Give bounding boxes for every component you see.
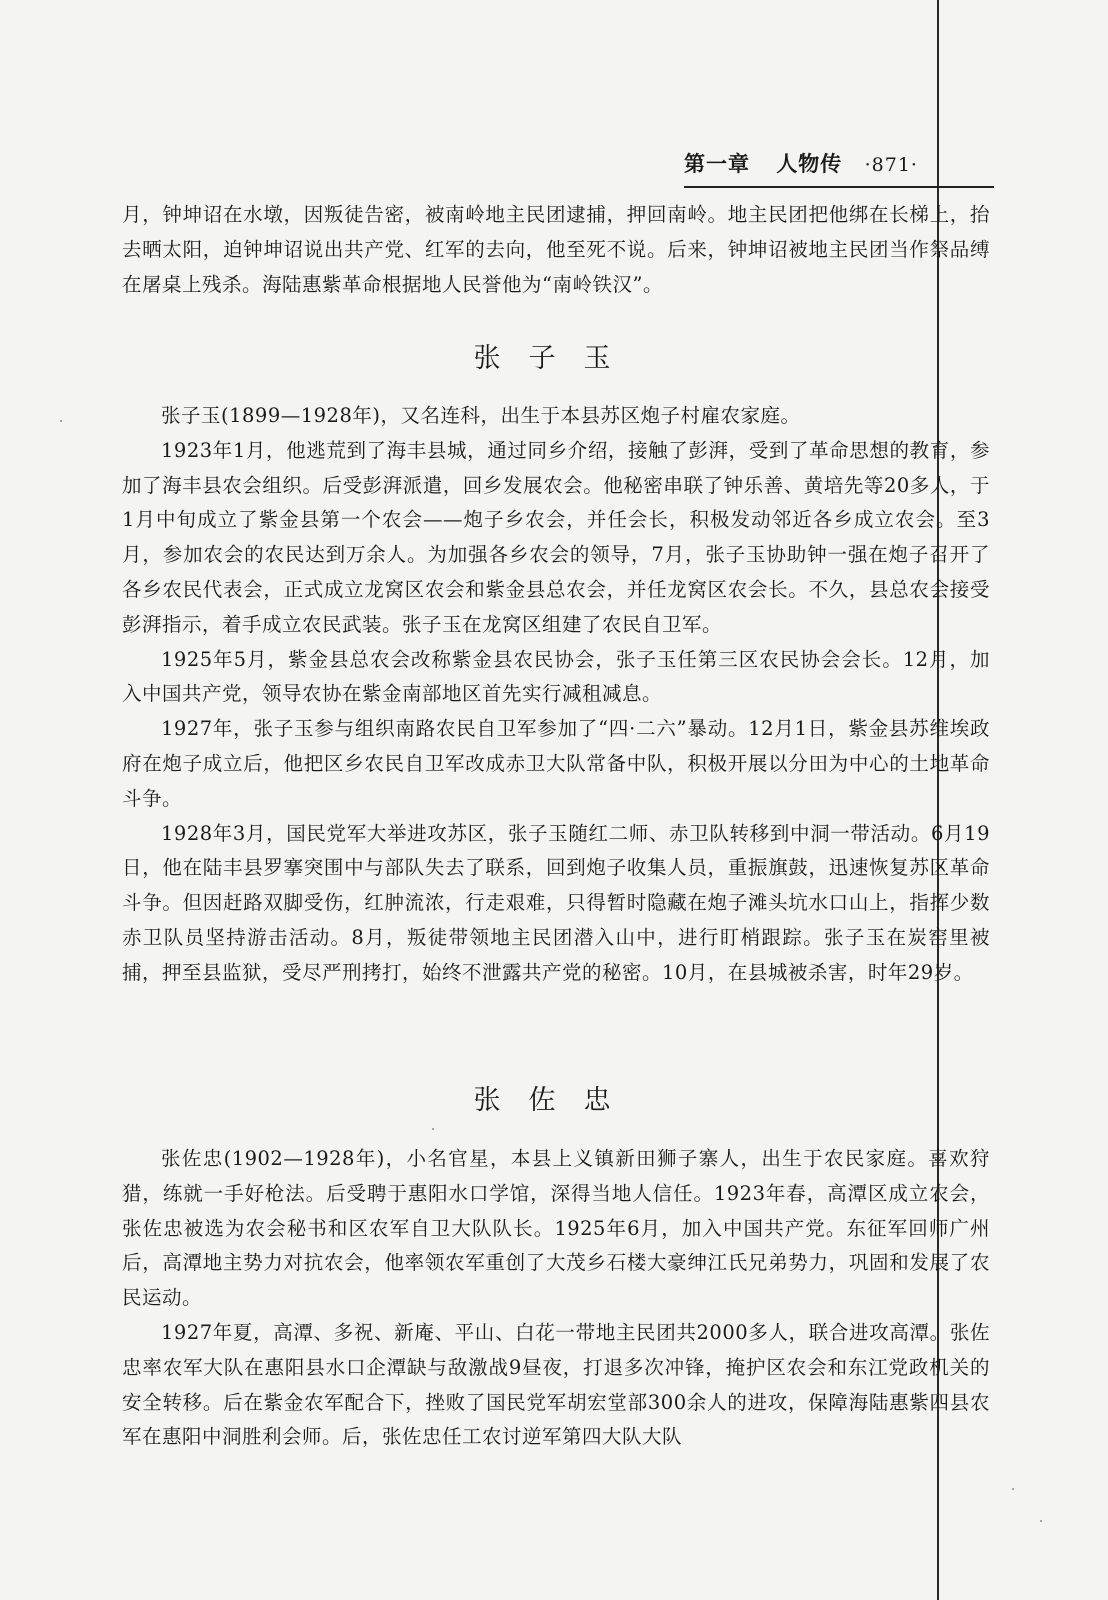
scan-speck (1012, 1488, 1014, 1490)
header-rule (684, 186, 994, 188)
scan-speck (432, 1128, 434, 1130)
section-title-zhang-ziyu: 张子玉 (473, 343, 639, 374)
chapter-title: 人物传 (776, 152, 843, 176)
section-title-zhang-zuozhong: 张佐忠 (473, 1085, 639, 1116)
paragraph: 1925年5月，紫金县总农会改称紫金县农民协会，张子玉任第三区农民协会会长。12月，加入中国共产党，领导农协在紫金南部地区首先实行减租减息。 (122, 647, 990, 706)
intro-text (122, 198, 990, 302)
section-body-zhang-zuozhong (122, 1142, 990, 1455)
paragraph: 1927年，张子玉参与组织南路农民自卫军参加了“四·二六”暴动。12月1日，紫金县苏维埃政府在炮子成立后，他把区乡农民自卫军改成赤卫大队常备中队，积极开展以分田为中心的土地革命斗争。 (122, 717, 990, 810)
paragraph: 1928年3月，国民党军大举进攻苏区，张子玉随红二师、赤卫队转移到中洞一带活动。6月19日，他在陆丰县罗搴突围中与部队失去了联系，回到炮子收集人员，重振旗鼓，迅速恢复苏区革命斗争。但因赶路双脚受伤，红肿流浓，行走艰难，只得暂时隐藏在炮子滩头坑水口山上，指挥少数赤卫队员坚持游击活动。8月，叛徒带领地主民团潜入山中，进行盯梢跟踪。张子玉在炭窑里被捕，押至县监狱，受尽严刑拷打，始终不泄露共产党的秘密。10月，在县城被杀害，时年29岁。 (122, 821, 990, 984)
paragraph: 张佐忠(1902—1928年)，小名官星，本县上义镇新田狮子寨人，出生于农民家庭。喜欢狩猎，练就一手好枪法。后受聘于惠阳水口学馆，深得当地人信任。1923年春，高潭区成立农会，张佐忠被选为农会秘书和区农军自卫大队队长。1925年6月，加入中国共产党。东征军回师广州后，高潭地主势力对抗农会，他率领农军重创了大茂乡石楼大豪绅江氏兄弟势力，巩固和发展了农民运动。 (122, 1147, 990, 1310)
page-number: ·871· (864, 154, 918, 176)
running-header (684, 148, 994, 188)
scan-speck (1040, 1520, 1042, 1522)
intro-paragraph: 月，钟坤诏在水墩，因叛徒告密，被南岭地主民团逮捕，押回南岭。地主民团把他绑在长梯上，抬去晒太阳，迫钟坤诏说出共产党、红军的去向，他至死不说。后来，钟坤诏被地主民团当作祭品缚在屠桌上残杀。海陆惠紫革命根据地人民誉他为“南岭铁汉”。 (122, 203, 990, 296)
paragraph: 张子玉(1899—1928年)，又名连科，出生于本县苏区炮子村雇农家庭。 (161, 404, 801, 427)
section-body-zhang-ziyu (122, 399, 990, 991)
chapter-label: 第一章 (684, 152, 750, 176)
scan-speck (60, 420, 62, 422)
paragraph: 1923年1月，他逃荒到了海丰县城，通过同乡介绍，接触了彭湃，受到了革命思想的教育，参加了海丰县农会组织。后受彭湃派遣，回乡发展农会。他秘密串联了钟乐善、黄培先等20多人，于1月中旬成立了紫金县第一个农会——炮子乡农会，并任会长，积极发动邻近各乡成立农会。至3月，参加农会的农民达到万余人。为加强各乡农会的领导，7月，张子玉协助钟一强在炮子召开了各乡农民代表会，正式成立龙窝区农会和紫金县总农会，并任龙窝区农会长。不久，县总农会接受彭湃指示，着手成立农民武装。张子玉在龙窝区组建了农民自卫军。 (122, 438, 990, 636)
paragraph: 1927年夏，高潭、多祝、新庵、平山、白花一带地主民团共2000多人，联合进攻高潭。张佐忠率农军大队在惠阳县水口企潭缺与敌激战9昼夜，打退多次冲锋，掩护区农会和东江党政机关的安全转移。后在紫金农军配合下，挫败了国民党军胡宏堂部300余人的进攻，保障海陆惠紫四县农军在惠阳中洞胜利会师。后，张佐忠任工农讨逆军第四大队大队 (122, 1320, 990, 1449)
